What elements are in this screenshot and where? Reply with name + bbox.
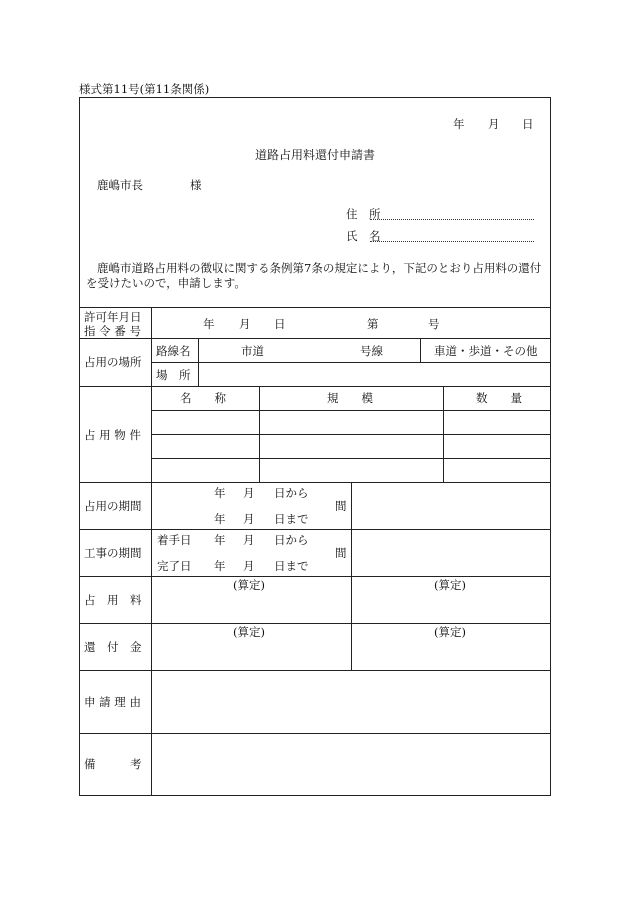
occupancy-from-year: 年	[214, 486, 226, 500]
rule-permit-bottom	[79, 338, 551, 339]
addressee-mayor: 鹿嶋市長	[97, 178, 143, 192]
rule-reason-bottom	[79, 733, 551, 734]
occupancy-period-label: 占用の期間	[84, 499, 142, 513]
occupancy-from-month: 月	[243, 486, 255, 500]
rule-road-type-column	[420, 338, 421, 362]
occupancy-to-month: 月	[243, 512, 255, 526]
rule-occupancy-bottom	[79, 529, 551, 530]
intro-line-2: を受けたいので，申請します。	[86, 276, 246, 290]
construction-start-month: 月	[243, 533, 255, 547]
location-label: 占用の場所	[84, 355, 142, 369]
permit-month: 月	[239, 317, 251, 331]
date-month: 月	[488, 117, 500, 131]
route-name-label: 路線名	[156, 344, 191, 358]
construction-end-label: 完了日	[157, 559, 192, 573]
objects-label: 占 用 物 件	[84, 428, 141, 442]
road-type-options: 車道・歩道・その他	[434, 344, 538, 358]
rule-fee-bottom	[79, 623, 551, 624]
form-number: 様式第11号(第11条関係)	[79, 82, 210, 96]
rule-label-column	[151, 307, 152, 796]
construction-ken: 間	[335, 546, 347, 560]
rule-location-bottom	[79, 386, 551, 387]
rule-objects-bottom	[79, 482, 551, 483]
applicant-name-label: 氏 名	[346, 229, 381, 243]
rule-header-bottom	[79, 307, 551, 308]
permit-go: 号	[428, 317, 440, 331]
construction-period-label: 工事の期間	[84, 546, 142, 560]
route-number-text: 号線	[360, 344, 383, 358]
construction-end-month: 月	[243, 559, 255, 573]
rule-objects-col2	[443, 386, 444, 482]
date-year: 年	[453, 117, 465, 131]
permit-date-label: 許可年月日	[84, 310, 142, 324]
construction-start-label: 着手日	[157, 533, 192, 547]
rule-objects-header-bottom	[151, 410, 551, 411]
remarks-label: 備 考	[84, 757, 142, 771]
refund-calc-right: (算定)	[434, 625, 466, 639]
refund-calc-left: (算定)	[233, 625, 265, 639]
objects-col-scale: 規 模	[327, 391, 373, 405]
fee-label: 占 用 料	[84, 593, 142, 607]
fee-calc-left: (算定)	[233, 578, 265, 592]
objects-col-quantity: 数 量	[476, 391, 522, 405]
rule-construction-bottom	[79, 576, 551, 577]
rule-period-split	[351, 482, 352, 670]
occupancy-from: 日から	[274, 486, 309, 500]
rule-objects-row2-bottom	[151, 458, 551, 459]
construction-to: 日まで	[274, 559, 309, 573]
refund-label: 還 付 金	[84, 640, 142, 654]
intro-line-1: 鹿嶋市道路占用料の徴収に関する条例第7条の規定により，下記のとおり占用料の還付	[97, 261, 542, 275]
place-label: 場 所	[156, 368, 191, 382]
occupancy-to-year: 年	[214, 512, 226, 526]
applicant-address-line	[370, 219, 534, 220]
reason-label: 申 請 理 由	[84, 695, 141, 709]
date-day: 日	[522, 117, 534, 131]
construction-start-year: 年	[214, 533, 226, 547]
applicant-name-line	[370, 241, 534, 242]
permit-dai: 第	[367, 317, 379, 331]
permit-day: 日	[274, 317, 286, 331]
rule-route-label-column	[198, 338, 199, 386]
addressee-sama: 様	[190, 178, 202, 192]
occupancy-ken: 間	[335, 499, 347, 513]
permit-number-label: 指 令 番 号	[84, 324, 141, 338]
document-title: 道路占用料還付申請書	[255, 148, 376, 162]
city-road-text: 市道	[241, 344, 264, 358]
fee-calc-right: (算定)	[434, 578, 466, 592]
construction-from: 日から	[274, 533, 309, 547]
objects-col-name: 名 称	[180, 391, 226, 405]
occupancy-to: 日まで	[274, 512, 309, 526]
rule-route-bottom	[151, 362, 551, 363]
permit-year: 年	[203, 317, 215, 331]
application-form-frame	[79, 97, 551, 796]
construction-end-year: 年	[214, 559, 226, 573]
rule-objects-col1	[259, 386, 260, 482]
rule-objects-row1-bottom	[151, 434, 551, 435]
applicant-address-label: 住 所	[346, 207, 381, 221]
rule-refund-bottom	[79, 670, 551, 671]
